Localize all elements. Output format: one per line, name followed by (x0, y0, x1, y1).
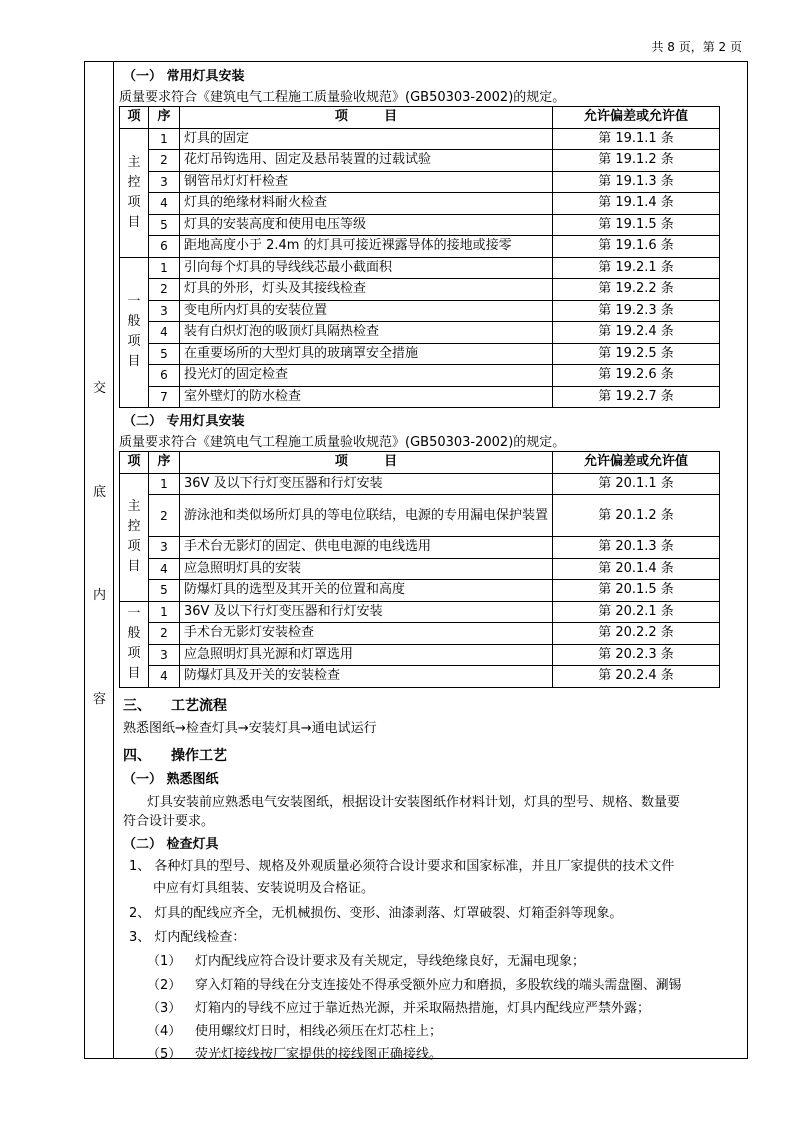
row-number-cell: 3 (149, 171, 180, 193)
section1-note: 质量要求符合《建筑电气工程施工质量验收规范》(GB50303-2002)的规定。 (119, 90, 566, 105)
page-number: 共 8 页，第 2 页 (651, 40, 742, 54)
row-number-cell: 7 (149, 386, 180, 408)
row-number-cell: 4 (149, 193, 180, 215)
row-number-cell: 3 (149, 300, 180, 322)
left-label-column (85, 62, 114, 1058)
row-number-cell: 2 (149, 279, 180, 301)
table-row (120, 193, 720, 215)
table-row (120, 558, 720, 580)
section2-note: 质量要求符合《建筑电气工程施工质量验收规范》(GB50303-2002)的规定。 (119, 435, 566, 450)
row-number-cell: 1 (149, 601, 180, 623)
left-label-char: 容 (92, 692, 106, 707)
content-frame (84, 61, 748, 1062)
row-number-cell: 6 (149, 236, 180, 258)
row-item-cell: 手术台无影灯的固定、供电电源的电线选用 (180, 537, 553, 559)
row-number-cell: 1 (149, 473, 180, 495)
left-label-char: 底 (92, 485, 106, 500)
row-item-cell: 手术台无影灯安装检查 (180, 623, 553, 645)
row-value-cell: 第 20.2.1 条 (553, 601, 720, 623)
subitem-text: 穿入灯箱的导线在分支连接处不得承受额外应力和磨损，多股软线的端头需盘圈、涮锡 (195, 978, 682, 993)
row-number-cell: 3 (149, 537, 180, 559)
row-value-cell: 第 20.2.3 条 (553, 644, 720, 666)
sub2-heading: （二） 检查灯具 (123, 837, 219, 852)
table-row (120, 343, 720, 365)
row-item-cell: 36V 及以下行灯变压器和行灯安装 (180, 473, 553, 495)
row-item-cell: 灯具的绝缘材料耐火检查 (180, 193, 553, 215)
section2-heading: （二） 专用灯具安装 (123, 414, 245, 429)
row-number-cell: 4 (149, 558, 180, 580)
row-value-cell: 第 20.1.5 条 (553, 580, 720, 602)
table-row (120, 236, 720, 258)
row-value-cell: 第 20.2.2 条 (553, 623, 720, 645)
row-value-cell: 第 20.1.1 条 (553, 473, 720, 495)
row-item-cell: 应急照明灯具的安装 (180, 558, 553, 580)
table-row (120, 322, 720, 344)
item3: 3、 灯内配线检查： (129, 930, 246, 945)
section1-heading: （一） 常用灯具安装 (123, 69, 245, 84)
subitem-number: （5） (147, 1047, 182, 1062)
col-header-item: 项 目 (180, 107, 553, 129)
row-item-cell: 室外壁灯的防水检查 (180, 386, 553, 408)
row-item-cell: 应急照明灯具光源和灯罩选用 (180, 644, 553, 666)
row-number-cell: 5 (149, 214, 180, 236)
row-item-cell: 灯具的安装高度和使用电压等级 (180, 214, 553, 236)
row-item-cell: 距地高度小于 2.4m 的灯具可接近裸露导体的接地或接零 (180, 236, 553, 258)
sub1-text-line2: 符合设计要求。 (123, 814, 215, 829)
row-number-cell: 6 (149, 365, 180, 387)
subitem-number: （4） (147, 1024, 182, 1039)
subitem-text: 使用螺纹灯日时，相线必须压在灯芯柱上； (195, 1024, 443, 1039)
row-number-cell: 5 (149, 580, 180, 602)
row-item-cell: 防爆灯具的选型及其开关的位置和高度 (180, 580, 553, 602)
subitem-text: 灯内配线应符合设计要求及有关规定，导线绝缘良好，无漏电现象； (195, 954, 586, 969)
category-cell: 一 般 项 目 (120, 601, 149, 687)
row-number-cell: 4 (149, 666, 180, 688)
table-row (120, 128, 720, 150)
table-row (120, 537, 720, 559)
row-item-cell: 钢管吊灯灯杆检查 (180, 171, 553, 193)
table-row (120, 495, 720, 537)
section4-heading: 操作工艺 (171, 748, 227, 764)
row-number-cell: 5 (149, 343, 180, 365)
row-number-cell: 1 (149, 128, 180, 150)
row-item-cell: 装有白炽灯泡的吸顶灯具隔热检查 (180, 322, 553, 344)
row-item-cell: 36V 及以下行灯变压器和行灯安装 (180, 601, 553, 623)
subitem-number: （2） (147, 978, 182, 993)
col-header-number: 序 (149, 452, 180, 474)
row-number-cell: 2 (149, 495, 180, 537)
row-value-cell: 第 19.2.2 条 (553, 279, 720, 301)
row-number-cell: 2 (149, 150, 180, 172)
table-row (120, 214, 720, 236)
row-item-cell: 灯具的固定 (180, 128, 553, 150)
table-row (120, 623, 720, 645)
table-header-row (120, 107, 720, 129)
left-label-char: 交 (92, 381, 106, 396)
row-number-cell: 1 (149, 257, 180, 279)
row-value-cell: 第 19.1.5 条 (553, 214, 720, 236)
row-value-cell: 第 19.1.4 条 (553, 193, 720, 215)
content-area (119, 62, 747, 1062)
table-row (120, 644, 720, 666)
row-item-cell: 投光灯的固定检查 (180, 365, 553, 387)
row-item-cell: 防爆灯具及开关的安装检查 (180, 666, 553, 688)
row-value-cell: 第 19.2.1 条 (553, 257, 720, 279)
table-row (120, 150, 720, 172)
category-cell: 主 控 项 目 (120, 473, 149, 601)
col-header-category: 项 (120, 107, 149, 129)
sub1-heading: （一） 熟悉图纸 (123, 772, 219, 787)
row-value-cell: 第 20.1.4 条 (553, 558, 720, 580)
row-number-cell: 4 (149, 322, 180, 344)
row-item-cell: 游泳池和类似场所灯具的等电位联结，电源的专用漏电保护装置 (180, 495, 553, 537)
subitem-text: 荧光灯接线按厂家提供的接线图正确接线。 (195, 1047, 443, 1062)
row-value-cell: 第 19.1.3 条 (553, 171, 720, 193)
row-number-cell: 3 (149, 644, 180, 666)
section3-number: 三、 (123, 698, 151, 714)
special-lamps-table (119, 451, 720, 688)
table-row (120, 601, 720, 623)
item2: 2、 灯具的配线应齐全，无机械损伤、变形、油漆剥落、灯罩破裂、灯箱歪斜等现象。 (129, 906, 623, 921)
subitem-text: 灯箱内的导线不应过于靠近热光源，并采取隔热措施，灯具内配线应严禁外露； (195, 1001, 651, 1016)
col-header-value: 允许偏差或允许值 (553, 107, 720, 129)
table-header-row (120, 452, 720, 474)
row-value-cell: 第 20.2.4 条 (553, 666, 720, 688)
item1-line2: 中应有灯具组装、安装说明及合格证。 (153, 881, 375, 896)
common-lamps-table (119, 106, 720, 408)
row-value-cell: 第 19.2.5 条 (553, 343, 720, 365)
row-value-cell: 第 20.1.3 条 (553, 537, 720, 559)
col-header-item: 项 目 (180, 452, 553, 474)
section4-number: 四、 (123, 748, 151, 764)
table-row (120, 365, 720, 387)
process-flow: 熟悉图纸→检查灯具→安装灯具→通电试运行 (123, 721, 377, 736)
row-item-cell: 灯具的外形，灯头及其接线检查 (180, 279, 553, 301)
table-row (120, 473, 720, 495)
row-number-cell: 2 (149, 623, 180, 645)
table-row (120, 666, 720, 688)
table-row (120, 300, 720, 322)
col-header-number: 序 (149, 107, 180, 129)
row-value-cell: 第 19.2.3 条 (553, 300, 720, 322)
col-header-value: 允许偏差或允许值 (553, 452, 720, 474)
row-value-cell: 第 19.1.6 条 (553, 236, 720, 258)
row-value-cell: 第 19.2.7 条 (553, 386, 720, 408)
table-row (120, 580, 720, 602)
table-row (120, 257, 720, 279)
row-value-cell: 第 19.2.6 条 (553, 365, 720, 387)
row-item-cell: 在重要场所的大型灯具的玻璃罩安全措施 (180, 343, 553, 365)
table-row (120, 279, 720, 301)
row-item-cell: 花灯吊钩选用、固定及悬吊装置的过载试验 (180, 150, 553, 172)
subitem-number: （1） (147, 954, 182, 969)
section3-heading: 工艺流程 (171, 698, 227, 714)
sub1-text-line1: 灯具安装前应熟悉电气安装图纸，根据设计安装图纸作材料计划，灯具的型号、规格、数量要 (147, 795, 681, 810)
subitem-number: （3） (147, 1001, 182, 1016)
item1-line1: 1、 各种灯具的型号、规格及外观质量必须符合设计要求和国家标准，并且厂家提供的技术文件 (129, 859, 675, 874)
col-header-category: 项 (120, 452, 149, 474)
table-row (120, 171, 720, 193)
category-cell: 主 控 项 目 (120, 128, 149, 257)
row-item-cell: 引向每个灯具的导线线芯最小截面积 (180, 257, 553, 279)
category-cell: 一 般 项 目 (120, 257, 149, 408)
row-item-cell: 变电所内灯具的安装位置 (180, 300, 553, 322)
row-value-cell: 第 19.2.4 条 (553, 322, 720, 344)
table-row (120, 386, 720, 408)
row-value-cell: 第 19.1.1 条 (553, 128, 720, 150)
row-value-cell: 第 20.1.2 条 (553, 495, 720, 537)
left-label-char: 内 (92, 588, 106, 603)
row-value-cell: 第 19.1.2 条 (553, 150, 720, 172)
